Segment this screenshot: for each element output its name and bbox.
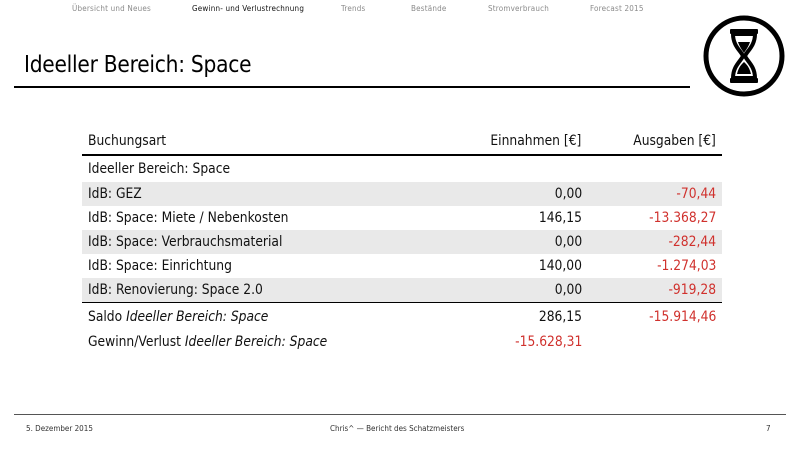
table-row bbox=[82, 278, 722, 303]
col-header-buchungsart: Buchungsart bbox=[82, 128, 442, 155]
row-ausgaben: -282,44 bbox=[588, 230, 722, 254]
row-einnahmen: 140,00 bbox=[538, 258, 582, 274]
footer-divider bbox=[14, 414, 786, 415]
group-header-row bbox=[82, 155, 722, 182]
ledger-table bbox=[82, 128, 722, 353]
nav-item-gewinn-verlust[interactable]: Gewinn- und Verlustrechnung bbox=[192, 4, 305, 13]
row-einnahmen: 0,00 bbox=[442, 278, 588, 303]
saldo-ausgaben: -15.914,46 bbox=[588, 303, 722, 332]
table-row bbox=[82, 254, 722, 278]
footer-date: 5. Dezember 2015 bbox=[26, 424, 93, 433]
col-header-einnahmen: Einnahmen [€] bbox=[442, 128, 588, 155]
row-einnahmen: 0,00 bbox=[442, 230, 588, 254]
hourglass-icon bbox=[702, 14, 786, 98]
row-label: IdB: Space: Verbrauchsmaterial bbox=[82, 230, 442, 254]
gewinn-value: -15.628,31 bbox=[514, 334, 582, 350]
row-ausgaben: -919,28 bbox=[588, 278, 722, 303]
nav-item-forecast[interactable]: Forecast 2015 bbox=[590, 4, 644, 13]
table-row bbox=[82, 230, 722, 254]
saldo-label bbox=[82, 303, 442, 332]
gewinn-verlust-row bbox=[82, 331, 722, 353]
gewinn-name: Ideeller Bereich: Space bbox=[184, 334, 328, 350]
nav-item-uebersicht[interactable]: Übersicht und Neues bbox=[72, 4, 151, 13]
nav-item-stromverbrauch[interactable]: Stromverbrauch bbox=[488, 4, 550, 13]
row-einnahmen: 0,00 bbox=[442, 182, 588, 206]
group-label: Ideeller Bereich: Space bbox=[88, 161, 231, 177]
page-title: Ideeller Bereich: Space bbox=[24, 52, 252, 78]
gewinn-prefix: Gewinn/Verlust bbox=[88, 334, 185, 350]
row-label: IdB: Renovierung: Space 2.0 bbox=[82, 278, 442, 303]
saldo-prefix: Saldo bbox=[88, 309, 127, 325]
row-ausgaben: -70,44 bbox=[588, 182, 722, 206]
row-label: IdB: GEZ bbox=[82, 182, 442, 206]
row-ausgaben: -1.274,03 bbox=[656, 258, 716, 274]
saldo-row bbox=[82, 303, 722, 332]
footer-page-number: 7 bbox=[766, 424, 771, 433]
row-einnahmen: 146,15 bbox=[538, 210, 582, 226]
nav-item-trends[interactable]: Trends bbox=[341, 4, 366, 13]
gewinn-label bbox=[82, 331, 442, 353]
row-label: IdB: Space: Einrichtung bbox=[88, 258, 232, 274]
table-row bbox=[82, 182, 722, 206]
table-row bbox=[82, 206, 722, 230]
row-ausgaben: -13.368,27 bbox=[648, 210, 716, 226]
nav-item-bestaende[interactable]: Bestände bbox=[411, 4, 447, 13]
row-label: IdB: Space: Miete / Nebenkosten bbox=[88, 210, 289, 226]
gewinn-empty-cell bbox=[588, 331, 722, 353]
saldo-einnahmen: 286,15 bbox=[442, 303, 588, 332]
saldo-name: Ideeller Bereich: Space bbox=[126, 309, 269, 325]
table-header-row bbox=[82, 128, 722, 155]
footer-author: Chris^ — Bericht des Schatzmeisters bbox=[330, 424, 465, 433]
section-nav bbox=[0, 4, 690, 18]
title-divider bbox=[14, 86, 690, 88]
col-header-ausgaben: Ausgaben [€] bbox=[588, 128, 722, 155]
